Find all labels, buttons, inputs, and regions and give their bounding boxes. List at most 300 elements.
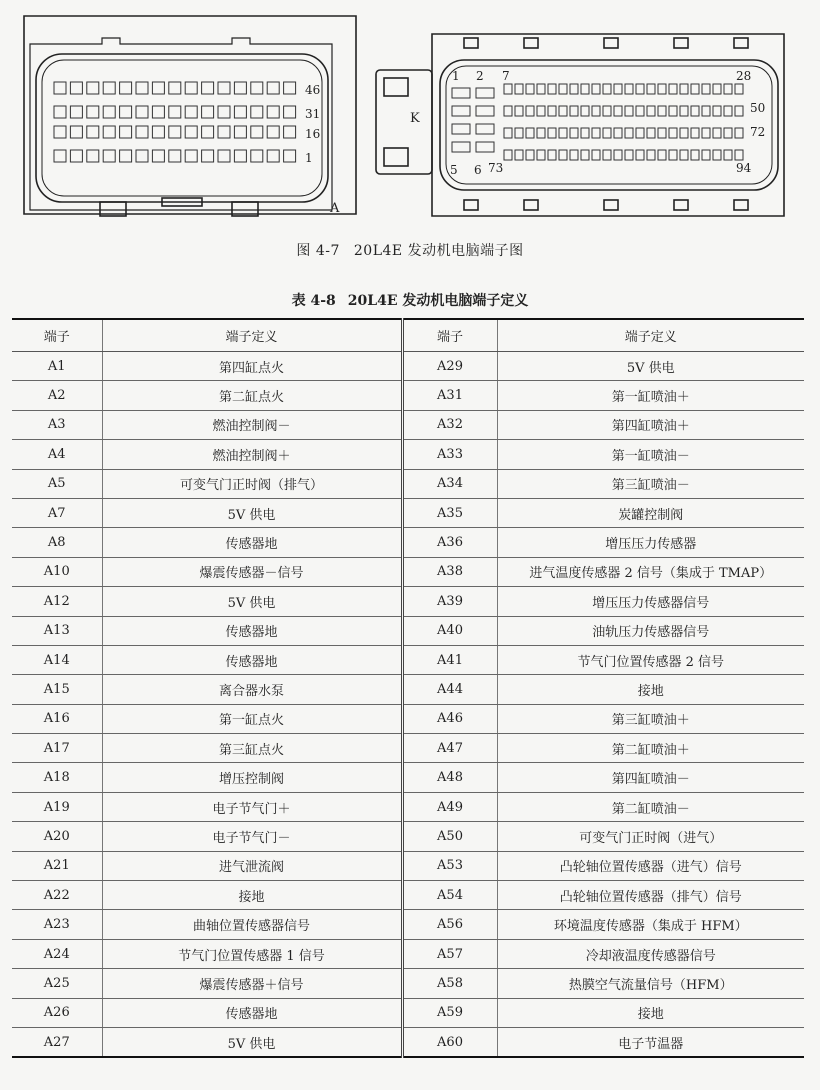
pin-cavity [614,84,622,94]
pin-cavity [218,82,230,94]
cell-terminal-right: A40 [402,616,497,645]
cell-definition-left: 第四缸点火 [102,352,402,381]
cell-terminal-right: A32 [402,410,497,439]
pin-cavity [691,128,699,138]
pin-cavity [559,150,567,160]
pin-cavity [735,106,743,116]
pin-cavity [54,82,66,94]
row-label-16: 16 [305,127,321,141]
pin-cavity [515,150,523,160]
pin-cavity [581,150,589,160]
pin-cavity [559,106,567,116]
pin-cavity [570,106,578,116]
pin-cavity [713,106,721,116]
pin-cavity [713,150,721,160]
pin-cavity [603,150,611,160]
cell-definition-left: 燃油控制阀－ [102,410,402,439]
figure-caption [0,240,820,260]
pin-cavity [504,150,512,160]
cell-definition-right: 进气温度传感器 2 信号（集成于 TMAP） [497,557,804,586]
cell-definition-right: 第一缸喷油＋ [497,381,804,410]
pin-cavity [559,84,567,94]
pin-cavity [680,128,688,138]
pin-cavity [614,150,622,160]
pin-cavity [267,106,279,118]
pin-cavity [284,150,296,162]
pin-cavity [284,126,296,138]
cell-terminal-left: A24 [12,939,102,968]
pin-cavity [70,126,82,138]
pin-cavity [735,84,743,94]
table-row [12,410,804,439]
pin-cavity [614,128,622,138]
cell-definition-left: 第三缸点火 [102,734,402,763]
pin-cavity [713,84,721,94]
pin-cavity [54,106,66,118]
pin-cavity [476,88,494,98]
pin-cavity [658,128,666,138]
cell-definition-left: 电子节气门－ [102,822,402,851]
cell-definition-left: 增压控制阀 [102,763,402,792]
pin-cavity [515,84,523,94]
cell-definition-left: 第一缸点火 [102,704,402,733]
connector-a-diagram [22,14,358,226]
cell-terminal-left: A19 [12,792,102,821]
pin-cavity [614,106,622,116]
pin-cavity [680,150,688,160]
pin-cavity [476,142,494,152]
pin-cavity [218,106,230,118]
pin-label-6: 6 [474,163,482,177]
pin-cavity [592,84,600,94]
cell-terminal-right: A49 [402,792,497,821]
pin-cavity [570,84,578,94]
cell-terminal-left: A1 [12,352,102,381]
pin-cavity [136,126,148,138]
pin-cavity [504,106,512,116]
pin-cavity [234,106,246,118]
pin-cavity [537,128,545,138]
pin-cavity [185,126,197,138]
pin-cavity [202,150,214,162]
table-row [12,469,804,498]
cell-definition-left: 可变气门正时阀（排气） [102,469,402,498]
table-row [12,881,804,910]
pin-cavity [702,106,710,116]
pin-cavity [625,128,633,138]
pin-cavity [724,84,732,94]
cell-terminal-left: A16 [12,704,102,733]
pin-cavity [251,106,263,118]
pin-label-72: 72 [750,125,766,139]
connector-k-label: K [410,111,420,126]
cell-terminal-right: A50 [402,822,497,851]
cell-definition-right: 第二缸喷油－ [497,792,804,821]
cell-definition-left: 电子节气门＋ [102,792,402,821]
pin-cavity [702,128,710,138]
connector-figure [0,0,820,232]
cell-terminal-left: A20 [12,822,102,851]
pin-label-5: 5 [450,163,458,177]
pin-cavity [169,150,181,162]
pin-cavity [669,128,677,138]
pin-cavity [537,106,545,116]
pin-cavity [504,128,512,138]
pin-cavity [169,82,181,94]
pin-cavity [169,106,181,118]
pin-cavity [70,150,82,162]
cell-terminal-right: A57 [402,939,497,968]
cell-terminal-right: A58 [402,969,497,998]
cell-terminal-right: A46 [402,704,497,733]
cell-terminal-right: A38 [402,557,497,586]
table-row [12,822,804,851]
pin-cavity [120,106,132,118]
pin-cavity [185,150,197,162]
cell-definition-left: 接地 [102,881,402,910]
table-row [12,645,804,674]
pin-cavity [267,126,279,138]
cell-definition-right: 节气门位置传感器 2 信号 [497,645,804,674]
pin-cavity [625,84,633,94]
pin-cavity [636,84,644,94]
pin-cavity [120,126,132,138]
cell-terminal-left: A4 [12,440,102,469]
cell-definition-left: 曲轴位置传感器信号 [102,910,402,939]
cell-definition-left: 节气门位置传感器 1 信号 [102,939,402,968]
pin-cavity [202,106,214,118]
table-title [0,290,820,310]
pin-cavity [234,126,246,138]
pin-cavity [452,88,470,98]
pin-cavity [691,84,699,94]
pin-cavity [658,84,666,94]
pin-cavity [526,84,534,94]
pin-cavity [152,150,164,162]
cell-terminal-right: A34 [402,469,497,498]
pin-cavity [87,82,99,94]
pin-label-7: 7 [502,69,510,83]
table-row [12,939,804,968]
pin-cavity [515,106,523,116]
pin-label-50: 50 [750,101,766,115]
cell-terminal-left: A15 [12,675,102,704]
cell-definition-left: 传感器地 [102,616,402,645]
pin-cavity [735,150,743,160]
pin-cavity [103,126,115,138]
cell-terminal-left: A27 [12,1027,102,1057]
pin-cavity [234,82,246,94]
table-row [12,498,804,527]
figure-caption-text: 20L4E 发动机电脑端子图 [353,243,524,259]
cell-definition-left: 进气泄流阀 [102,851,402,880]
header-definition-right: 端子定义 [497,319,804,352]
pin-cavity [452,106,470,116]
cell-definition-right: 增压压力传感器信号 [497,587,804,616]
cell-definition-left: 爆震传感器＋信号 [102,969,402,998]
cell-terminal-left: A25 [12,969,102,998]
pin-cavity [713,128,721,138]
pin-cavity [559,128,567,138]
pin-cavity [526,150,534,160]
cell-definition-right: 凸轮轴位置传感器（排气）信号 [497,881,804,910]
cell-definition-right: 电子节温器 [497,1027,804,1057]
cell-terminal-left: A17 [12,734,102,763]
cell-terminal-right: A35 [402,498,497,527]
pin-cavity [603,84,611,94]
cell-definition-left: 传感器地 [102,528,402,557]
cell-definition-right: 第三缸喷油－ [497,469,804,498]
table-row [12,381,804,410]
connector-a-label: A [330,201,340,216]
pin-cavity [476,124,494,134]
cell-terminal-right: A44 [402,675,497,704]
cell-terminal-left: A18 [12,763,102,792]
pin-cavity [251,126,263,138]
cell-terminal-left: A26 [12,998,102,1027]
cell-terminal-left: A10 [12,557,102,586]
cell-terminal-right: A36 [402,528,497,557]
pin-cavity [669,84,677,94]
cell-definition-right: 第四缸喷油－ [497,763,804,792]
pin-cavity [526,106,534,116]
cell-definition-right: 热膜空气流量信号（HFM） [497,969,804,998]
pin-cavity [169,126,181,138]
pin-cavity [724,150,732,160]
cell-terminal-left: A3 [12,410,102,439]
pin-cavity [526,128,534,138]
table-row [12,851,804,880]
pin-cavity [680,106,688,116]
table-row [12,587,804,616]
table-row [12,352,804,381]
cell-terminal-right: A48 [402,763,497,792]
figure-caption-number: 图 4-7 [296,243,340,259]
cell-definition-left: 5V 供电 [102,587,402,616]
pin-cavity [120,150,132,162]
cell-terminal-right: A54 [402,881,497,910]
pin-cavity [658,106,666,116]
cell-terminal-right: A56 [402,910,497,939]
cell-terminal-right: A53 [402,851,497,880]
cell-definition-right: 第一缸喷油－ [497,440,804,469]
pin-cavity [669,150,677,160]
pin-cavity [152,82,164,94]
pin-cavity [570,128,578,138]
cell-definition-right: 凸轮轴位置传感器（进气）信号 [497,851,804,880]
pin-cavity [267,82,279,94]
pin-cavity [202,126,214,138]
table-row [12,998,804,1027]
pin-cavity [87,126,99,138]
cell-definition-left: 5V 供电 [102,1027,402,1057]
pin-cavity [87,106,99,118]
pin-label-2: 2 [476,69,484,83]
pin-cavity [185,82,197,94]
cell-terminal-left: A21 [12,851,102,880]
terminal-definition-table [12,318,804,1058]
pin-cavity [658,150,666,160]
connector-k-diagram [374,32,788,218]
pin-cavity [452,142,470,152]
pin-cavity [202,82,214,94]
cell-terminal-right: A47 [402,734,497,763]
cell-definition-right: 第四缸喷油＋ [497,410,804,439]
pin-cavity [702,84,710,94]
pin-cavity [476,106,494,116]
cell-definition-right: 增压压力传感器 [497,528,804,557]
pin-cavity [152,126,164,138]
cell-definition-left: 传感器地 [102,645,402,674]
cell-terminal-left: A12 [12,587,102,616]
pin-cavity [625,106,633,116]
pin-cavity [647,84,655,94]
pin-cavity [669,106,677,116]
table-row [12,704,804,733]
table-row [12,910,804,939]
row-label-1: 1 [305,151,313,165]
pin-label-28: 28 [736,69,752,83]
pin-cavity [680,84,688,94]
pin-label-73: 73 [488,161,504,175]
table-row [12,969,804,998]
cell-definition-left: 传感器地 [102,998,402,1027]
cell-definition-left: 离合器水泵 [102,675,402,704]
pin-cavity [504,84,512,94]
pin-cavity [537,150,545,160]
cell-definition-right: 可变气门正时阀（进气） [497,822,804,851]
pin-cavity [702,150,710,160]
pin-cavity [603,106,611,116]
row-label-31: 31 [305,107,321,121]
table-row [12,734,804,763]
cell-definition-right: 炭罐控制阀 [497,498,804,527]
cell-definition-left: 5V 供电 [102,498,402,527]
pin-cavity [724,106,732,116]
cell-definition-right: 接地 [497,998,804,1027]
pin-cavity [592,106,600,116]
table-row [12,792,804,821]
pin-cavity [54,150,66,162]
pin-cavity [636,150,644,160]
pin-cavity [647,150,655,160]
table-row [12,440,804,469]
cell-terminal-left: A7 [12,498,102,527]
pin-cavity [691,150,699,160]
pin-cavity [218,126,230,138]
cell-definition-right: 冷却液温度传感器信号 [497,939,804,968]
pin-cavity [152,106,164,118]
pin-cavity [724,128,732,138]
cell-definition-right: 环境温度传感器（集成于 HFM） [497,910,804,939]
table-row [12,616,804,645]
pin-cavity [452,124,470,134]
pin-cavity [636,128,644,138]
cell-terminal-left: A14 [12,645,102,674]
pin-cavity [691,106,699,116]
pin-cavity [735,128,743,138]
cell-definition-left: 燃油控制阀＋ [102,440,402,469]
pin-cavity [548,106,556,116]
pin-cavity [251,82,263,94]
cell-terminal-right: A59 [402,998,497,1027]
cell-terminal-right: A39 [402,587,497,616]
pin-cavity [548,128,556,138]
cell-definition-right: 接地 [497,675,804,704]
table-row [12,1027,804,1057]
pin-cavity [103,82,115,94]
pin-cavity [234,150,246,162]
cell-terminal-left: A8 [12,528,102,557]
pin-cavity [647,106,655,116]
cell-terminal-right: A31 [402,381,497,410]
pin-cavity [103,150,115,162]
pin-cavity [636,106,644,116]
pin-cavity [592,150,600,160]
table-row [12,557,804,586]
pin-cavity [136,150,148,162]
table-header-row [12,319,804,352]
table-row [12,675,804,704]
pin-cavity [218,150,230,162]
table-title-text: 20L4E 发动机电脑端子定义 [347,293,529,309]
pin-cavity [581,84,589,94]
cell-terminal-left: A2 [12,381,102,410]
pin-cavity [54,126,66,138]
cell-terminal-right: A29 [402,352,497,381]
pin-cavity [136,106,148,118]
pin-cavity [267,150,279,162]
cell-terminal-left: A23 [12,910,102,939]
table-title-number: 表 4-8 [291,293,336,309]
pin-cavity [603,128,611,138]
pin-cavity [87,150,99,162]
pin-cavity [581,128,589,138]
pin-cavity [136,82,148,94]
pin-cavity [548,150,556,160]
cell-terminal-right: A33 [402,440,497,469]
cell-terminal-right: A41 [402,645,497,674]
cell-definition-right: 油轨压力传感器信号 [497,616,804,645]
pin-label-1: 1 [452,69,460,83]
pin-cavity [284,82,296,94]
header-terminal-left: 端子 [12,319,102,352]
pin-cavity [251,150,263,162]
pin-cavity [548,84,556,94]
header-definition-left: 端子定义 [102,319,402,352]
pin-cavity [537,84,545,94]
pin-cavity [185,106,197,118]
pin-cavity [625,150,633,160]
pin-cavity [647,128,655,138]
cell-definition-left: 爆震传感器－信号 [102,557,402,586]
pin-cavity [570,150,578,160]
table-row [12,528,804,557]
cell-terminal-left: A5 [12,469,102,498]
pin-cavity [70,82,82,94]
pin-cavity [103,106,115,118]
table-row [12,763,804,792]
cell-terminal-left: A13 [12,616,102,645]
cell-definition-right: 第三缸喷油＋ [497,704,804,733]
pin-cavity [284,106,296,118]
pin-cavity [70,106,82,118]
cell-definition-left: 第二缸点火 [102,381,402,410]
row-label-46: 46 [305,83,321,97]
pin-cavity [581,106,589,116]
cell-terminal-right: A60 [402,1027,497,1057]
cell-definition-right: 5V 供电 [497,352,804,381]
